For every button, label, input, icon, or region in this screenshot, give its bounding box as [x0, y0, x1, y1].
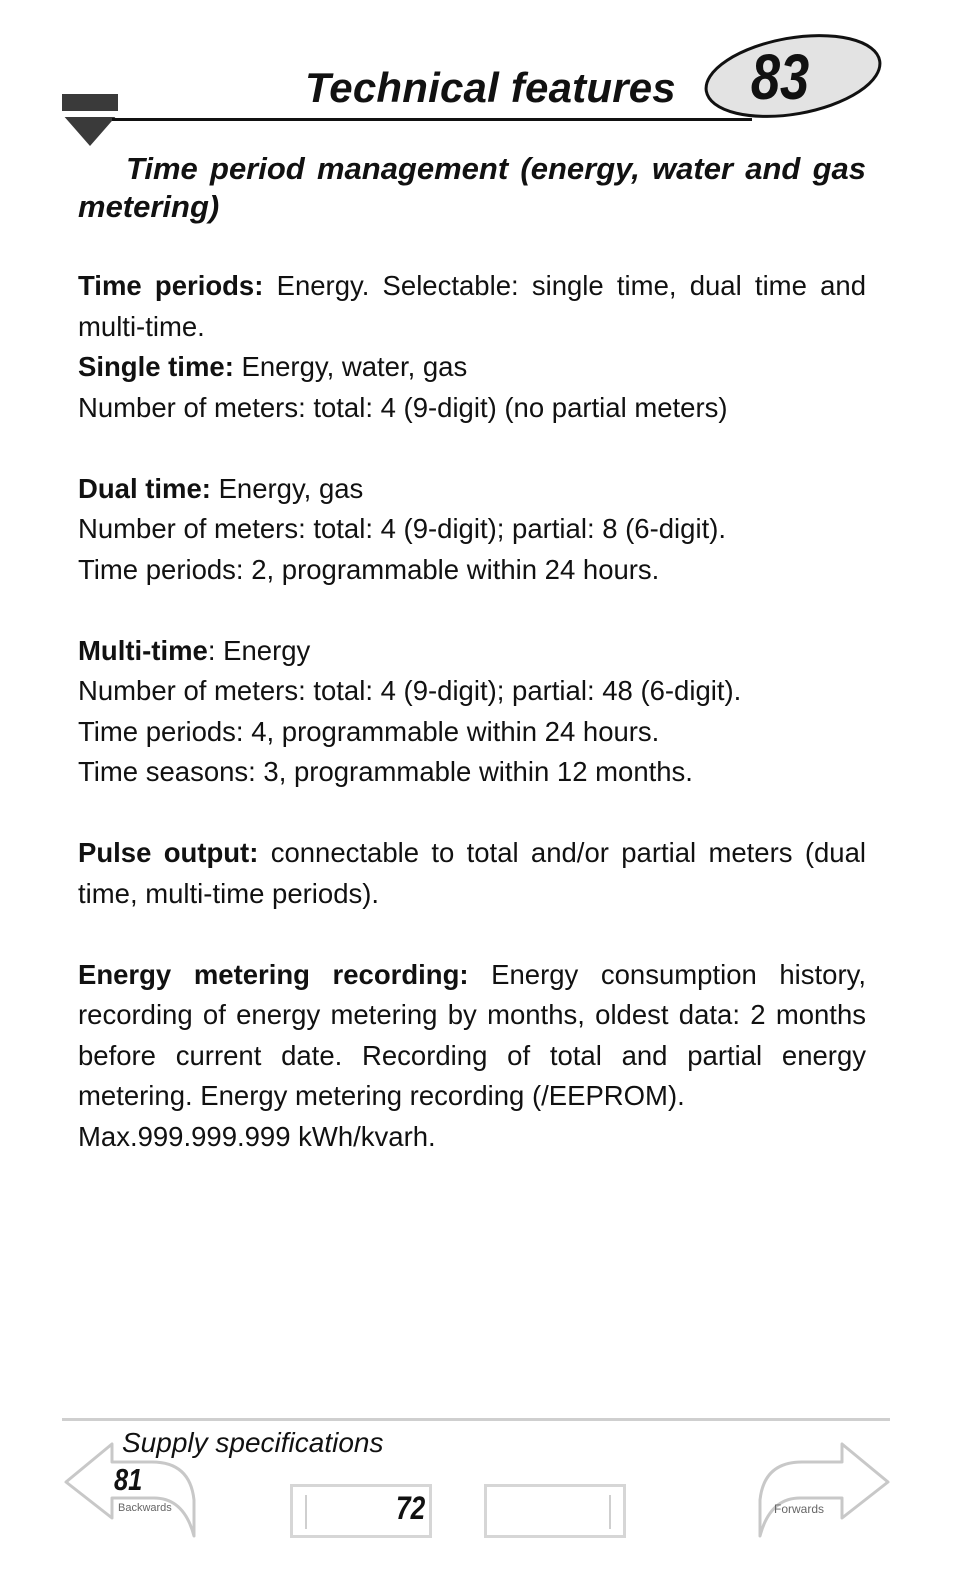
- dual-time-label: Dual time:: [78, 472, 211, 504]
- energy-recording-paragraph: [78, 955, 866, 1117]
- backwards-page-number[interactable]: 81: [114, 1462, 143, 1497]
- single-time-text: Energy, water, gas: [233, 351, 468, 382]
- multi-time-meters: Number of meters: total: 4 (9-digit); partial: 48 (6-digit).: [78, 675, 742, 706]
- page-input-box[interactable]: [484, 1484, 626, 1538]
- time-periods-text: Energy. Selectable: single time, dual time and multi-time.: [78, 270, 866, 342]
- pulse-output-paragraph: [78, 833, 866, 914]
- multi-time-periods: Time periods: 4, programmable within 24 hours.: [78, 715, 660, 747]
- multi-time-seasons: Time seasons: 3, programmable within 12 months.: [78, 756, 693, 787]
- energy-recording-label: Energy metering recording:: [78, 958, 469, 990]
- multi-time-text: : Energy: [207, 634, 311, 666]
- pulse-output-label: Pulse output:: [78, 837, 259, 868]
- page-title: Technical features: [305, 64, 676, 111]
- supply-specifications-link[interactable]: Supply specifications: [122, 1427, 384, 1458]
- forwards-label[interactable]: Forwards: [774, 1502, 825, 1516]
- page-number-badge: 83: [750, 41, 810, 113]
- energy-recording-text: Energy consumption history, recording of energy metering by months, oldest data: 2 months before current date. Recording of total and partial energy metering. Energy metering recording (/EEPROM).: [78, 958, 866, 1111]
- multi-time-label: Multi-time: [78, 634, 208, 666]
- current-page-number: 72: [396, 1490, 426, 1526]
- dual-time-periods: Time periods: 2, programmable within 24 hours.: [78, 553, 660, 585]
- single-time-line: [78, 347, 866, 388]
- company-logo: [60, 90, 120, 148]
- time-periods-label: Time periods:: [78, 270, 264, 301]
- dual-time-meters: Number of meters: total: 4 (9-digit); partial: 8 (6-digit).: [78, 513, 727, 544]
- single-time-label: Single time:: [78, 351, 234, 382]
- dual-time-line: [78, 469, 866, 510]
- header-divider: [112, 118, 752, 121]
- energy-recording-max: Max.999.999.999 kWh/kvarh.: [78, 1120, 436, 1152]
- multi-time-line: [78, 631, 866, 672]
- forwards-arrow-button[interactable]: [752, 1440, 892, 1540]
- dual-time-text: Energy, gas: [210, 472, 364, 504]
- footer-divider: [62, 1418, 890, 1421]
- section-heading: Time period management (energy, water and gas metering): [78, 151, 866, 224]
- single-time-meters: Number of meters: total: 4 (9-digit) (no partial meters): [78, 391, 728, 423]
- backwards-label[interactable]: Backwards: [118, 1502, 172, 1514]
- spec-content: [78, 266, 866, 1157]
- pulse-output-text: connectable to total and/or partial meters (dual time, multi-time periods).: [78, 837, 866, 909]
- time-periods-paragraph: [78, 266, 866, 347]
